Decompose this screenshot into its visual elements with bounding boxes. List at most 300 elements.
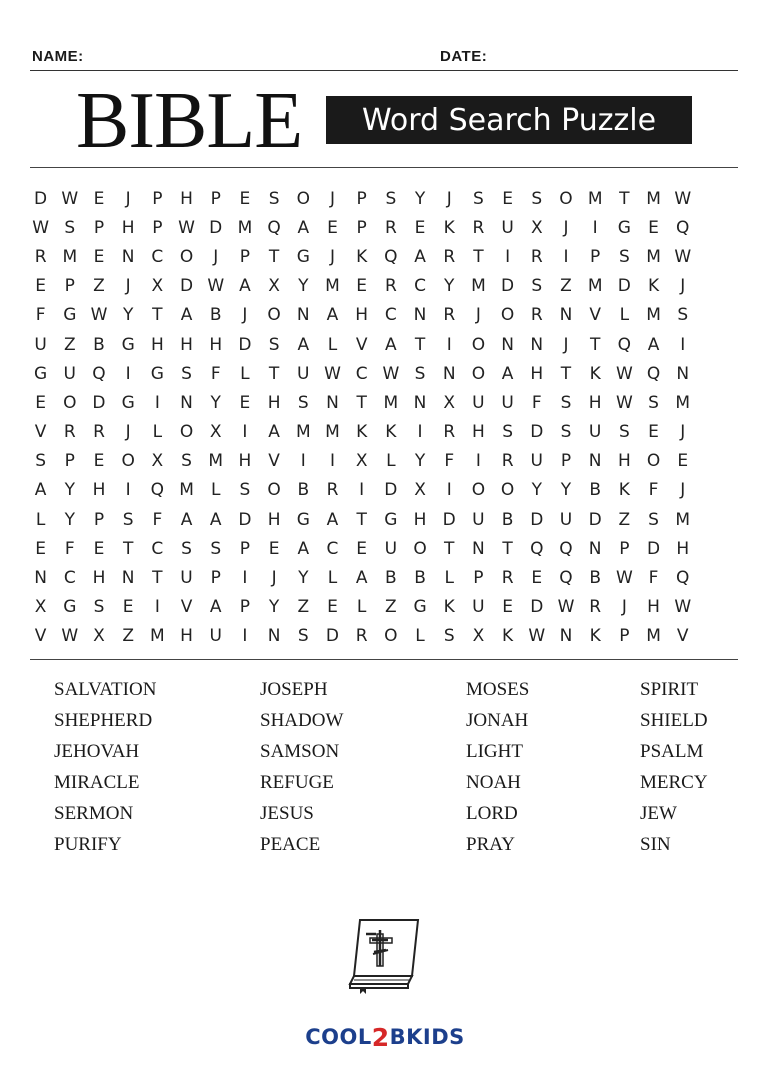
grid-letter: R — [63, 422, 76, 443]
grid-letter: A — [355, 568, 368, 589]
grid-letter: O — [559, 188, 573, 209]
grid-letter: S — [648, 392, 659, 413]
grid-letter: A — [268, 422, 280, 443]
grid-letter: S — [560, 392, 572, 413]
grid-letter: X — [151, 276, 164, 297]
divider-top — [30, 167, 738, 168]
logo-part-3: BKIDS — [389, 1025, 465, 1049]
grid-letter: N — [180, 392, 193, 413]
grid-letter: T — [356, 392, 367, 413]
grid-letter: E — [356, 538, 368, 559]
grid-letter: P — [356, 217, 367, 238]
grid-letter: H — [92, 568, 106, 589]
bible-book-icon — [346, 910, 426, 994]
word-item: SHEPHERD — [54, 710, 153, 731]
word-item: LIGHT — [466, 741, 523, 762]
grid-letter: Q — [646, 363, 661, 384]
grid-row — [26, 418, 697, 447]
grid-letter: D — [617, 276, 631, 297]
grid-row — [26, 593, 697, 622]
grid-letter: P — [619, 626, 630, 647]
grid-letter: H — [267, 392, 281, 413]
grid-letter: P — [356, 188, 367, 209]
grid-letter: K — [443, 597, 455, 618]
grid-letter: O — [179, 422, 194, 443]
grid-letter: C — [355, 363, 368, 384]
grid-letter: X — [34, 597, 47, 618]
grid-letter: S — [64, 217, 76, 238]
word-item: SERMON — [54, 803, 134, 824]
grid-letter: Z — [297, 597, 310, 618]
grid-letter: H — [238, 451, 252, 472]
grid-letter: W — [674, 597, 692, 618]
grid-letter: F — [64, 538, 75, 559]
grid-letter: S — [648, 509, 659, 530]
grid-row — [26, 563, 697, 592]
word-item: MOSES — [466, 679, 530, 700]
grid-letter: I — [563, 246, 569, 267]
grid-letter: E — [531, 568, 543, 589]
grid-letter: Y — [444, 276, 455, 297]
word-item: MIRACLE — [54, 772, 140, 793]
grid-letter: J — [242, 305, 248, 326]
grid-letter: G — [413, 597, 427, 618]
grid-letter: S — [443, 626, 455, 647]
grid-letter: P — [560, 451, 572, 472]
grid-letter: B — [501, 509, 514, 530]
grid-row — [26, 330, 697, 359]
grid-letter: L — [415, 626, 425, 647]
grid-letter: K — [356, 422, 368, 443]
grid-letter: O — [500, 305, 515, 326]
grid-letter: Q — [676, 217, 690, 238]
grid-letter: D — [530, 422, 544, 443]
word-item: MERCY — [640, 772, 708, 793]
grid-letter: L — [152, 422, 163, 443]
grid-letter: Y — [414, 188, 426, 209]
grid-letter: Y — [64, 509, 75, 530]
grid-letter: P — [93, 509, 105, 530]
grid-letter: J — [329, 188, 335, 209]
grid-letter: E — [35, 538, 46, 559]
grid-letter: M — [675, 392, 691, 413]
grid-letter: T — [268, 363, 280, 384]
grid-letter: T — [268, 246, 280, 267]
grid-letter: I — [446, 480, 452, 501]
grid-letter: C — [151, 246, 164, 267]
grid-letter: Z — [122, 626, 134, 647]
grid-letter: M — [325, 276, 340, 297]
grid-letter: Y — [122, 305, 134, 326]
grid-letter: R — [443, 305, 456, 326]
grid-letter: X — [93, 626, 105, 647]
grid-letter: J — [475, 305, 481, 326]
grid-row — [26, 447, 697, 476]
grid-letter: N — [472, 538, 485, 559]
grid-letter: Q — [559, 538, 573, 559]
word-item: SALVATION — [54, 679, 157, 700]
grid-letter: A — [239, 276, 251, 297]
grid-letter: L — [444, 568, 454, 589]
grid-letter: G — [384, 509, 398, 530]
grid-letter: I — [242, 626, 248, 647]
grid-letter: K — [589, 626, 601, 647]
grid-letter: F — [210, 363, 221, 384]
grid-letter: M — [471, 276, 486, 297]
grid-letter: R — [501, 451, 514, 472]
grid-letter: L — [327, 334, 338, 355]
grid-letter: S — [122, 509, 134, 530]
grid-letter: I — [125, 363, 131, 384]
grid-letter: J — [125, 188, 131, 209]
grid-row — [26, 622, 697, 651]
grid-letter: R — [384, 217, 397, 238]
grid-letter: P — [473, 568, 484, 589]
grid-letter: D — [92, 392, 106, 413]
grid-letter: R — [443, 246, 456, 267]
grid-row — [26, 388, 697, 417]
grid-letter: P — [210, 568, 221, 589]
grid-letter: N — [413, 392, 427, 413]
grid-letter: E — [35, 392, 46, 413]
grid-letter: O — [121, 451, 135, 472]
grid-letter: Y — [64, 480, 75, 501]
grid-letter: E — [677, 451, 689, 472]
grid-letter: U — [472, 509, 485, 530]
grid-letter: S — [268, 188, 280, 209]
grid-letter: I — [329, 451, 335, 472]
grid-letter: F — [648, 480, 659, 501]
grid-letter: H — [647, 597, 660, 618]
grid-letter: A — [297, 538, 310, 559]
grid-row — [26, 301, 697, 330]
grid-letter: M — [208, 451, 224, 472]
grid-letter: N — [501, 334, 514, 355]
grid-letter: H — [267, 509, 281, 530]
grid-letter: Z — [385, 597, 397, 618]
grid-letter: S — [181, 363, 192, 384]
grid-letter: Z — [618, 509, 631, 530]
grid-row — [26, 272, 697, 301]
grid-letter: E — [327, 217, 338, 238]
grid-letter: D — [442, 509, 456, 530]
grid-letter: W — [32, 217, 49, 238]
grid-letter: J — [680, 480, 686, 501]
grid-row — [26, 505, 697, 534]
grid-letter: M — [675, 509, 691, 530]
word-item: JEW — [640, 803, 677, 824]
grid-letter: E — [648, 422, 659, 443]
grid-letter: O — [296, 188, 310, 209]
grid-letter: W — [674, 246, 692, 267]
grid-letter: G — [121, 334, 135, 355]
cool2bkids-logo — [302, 1022, 468, 1052]
grid-letter: E — [93, 246, 105, 267]
grid-letter: W — [382, 363, 400, 384]
grid-letter: U — [530, 451, 543, 472]
grid-letter: P — [64, 276, 75, 297]
grid-letter: P — [64, 451, 75, 472]
grid-letter: W — [615, 392, 633, 413]
grid-letter: A — [414, 246, 426, 267]
grid-letter: W — [207, 276, 225, 297]
grid-letter: D — [646, 538, 661, 559]
grid-letter: K — [356, 246, 368, 267]
grid-letter: U — [384, 538, 398, 559]
grid-letter: M — [150, 626, 165, 647]
grid-letter: N — [588, 451, 602, 472]
grid-letter: T — [414, 334, 426, 355]
grid-letter: W — [90, 305, 108, 326]
grid-letter: J — [563, 334, 569, 355]
word-item: SPIRIT — [640, 679, 699, 700]
grid-letter: S — [297, 392, 309, 413]
grid-letter: U — [297, 363, 310, 384]
grid-letter: V — [34, 626, 47, 647]
grid-letter: X — [472, 626, 485, 647]
grid-letter: R — [326, 480, 339, 501]
word-item: PRAY — [466, 834, 515, 855]
grid-letter: H — [180, 626, 193, 647]
word-column — [640, 674, 708, 860]
grid-letter: M — [646, 188, 661, 209]
word-item: REFUGE — [260, 772, 334, 793]
grid-letter: A — [180, 305, 193, 326]
grid-letter: I — [417, 422, 423, 443]
grid-letter: B — [297, 480, 310, 501]
grid-letter: R — [34, 246, 47, 267]
grid-letter: I — [505, 246, 511, 267]
grid-letter: S — [181, 451, 192, 472]
grid-letter: W — [615, 568, 633, 589]
grid-letter: O — [179, 246, 194, 267]
word-column — [466, 674, 529, 860]
grid-letter: T — [619, 188, 630, 209]
grid-letter: I — [154, 597, 160, 618]
grid-letter: Y — [414, 451, 426, 472]
grid-letter: G — [150, 363, 164, 384]
grid-letter: Y — [268, 597, 280, 618]
grid-letter: R — [355, 626, 368, 647]
grid-letter: S — [35, 451, 46, 472]
page-title: BIBLE — [76, 77, 303, 165]
grid-letter: G — [617, 217, 631, 238]
word-item: JESUS — [260, 803, 314, 824]
grid-letter: K — [618, 480, 630, 501]
grid-letter: I — [359, 480, 365, 501]
grid-letter: D — [34, 188, 48, 209]
grid-letter: G — [121, 392, 135, 413]
grid-letter: M — [179, 480, 194, 501]
grid-letter: A — [326, 305, 339, 326]
grid-letter: R — [501, 568, 514, 589]
grid-letter: J — [680, 276, 686, 297]
grid-letter: W — [324, 363, 341, 384]
grid-letter: E — [239, 392, 251, 413]
grid-letter: A — [34, 480, 47, 501]
grid-letter: S — [560, 422, 572, 443]
word-item: PURIFY — [54, 834, 122, 855]
grid-letter: J — [125, 276, 131, 297]
grid-letter: R — [443, 422, 456, 443]
grid-letter: M — [646, 626, 661, 647]
grid-letter: W — [61, 626, 79, 647]
grid-letter: M — [587, 276, 603, 297]
grid-row — [26, 534, 697, 563]
grid-letter: A — [180, 509, 193, 530]
grid-letter: A — [297, 334, 310, 355]
grid-letter: N — [326, 392, 339, 413]
grid-letter: G — [63, 597, 77, 618]
grid-letter: J — [329, 246, 335, 267]
grid-letter: N — [267, 626, 281, 647]
divider-middle — [30, 659, 738, 660]
word-item: NOAH — [466, 772, 521, 793]
grid-letter: Q — [267, 217, 281, 238]
grid-letter: B — [209, 305, 222, 326]
grid-letter: K — [589, 363, 601, 384]
grid-letter: J — [563, 217, 569, 238]
grid-letter: T — [152, 568, 163, 589]
grid-letter: T — [444, 538, 455, 559]
grid-letter: P — [239, 597, 251, 618]
grid-letter: M — [62, 246, 78, 267]
grid-letter: J — [621, 597, 627, 618]
grid-letter: Q — [384, 246, 398, 267]
grid-letter: Y — [531, 480, 542, 501]
grid-letter: H — [209, 334, 223, 355]
grid-letter: F — [35, 305, 46, 326]
grid-letter: E — [648, 217, 659, 238]
grid-letter: S — [297, 626, 309, 647]
grid-letter: E — [356, 276, 368, 297]
grid-letter: N — [559, 305, 573, 326]
grid-letter: S — [268, 334, 280, 355]
grid-letter: P — [619, 538, 630, 559]
grid-letter: K — [385, 422, 397, 443]
grid-letter: D — [209, 217, 223, 238]
grid-letter: X — [151, 451, 164, 472]
logo-part-1: COOL — [305, 1025, 372, 1049]
grid-letter: G — [296, 246, 310, 267]
grid-letter: E — [502, 188, 513, 209]
grid-letter: K — [443, 217, 455, 238]
grid-letter: Z — [93, 276, 105, 297]
grid-letter: A — [501, 363, 514, 384]
grid-letter: U — [501, 392, 514, 413]
grid-letter: Q — [150, 480, 165, 501]
grid-letter: R — [530, 246, 543, 267]
grid-letter: H — [92, 480, 106, 501]
grid-letter: B — [589, 568, 601, 589]
grid-row — [26, 476, 697, 505]
grid-letter: W — [528, 626, 546, 647]
grid-letter: Q — [530, 538, 544, 559]
grid-letter: F — [152, 509, 163, 530]
grid-letter: N — [588, 538, 602, 559]
grid-letter: I — [475, 451, 481, 472]
word-item: LORD — [466, 803, 518, 824]
grid-letter: C — [151, 538, 164, 559]
grid-letter: F — [531, 392, 542, 413]
grid-letter: S — [181, 538, 192, 559]
grid-letter: N — [559, 626, 573, 647]
grid-letter: J — [680, 422, 686, 443]
grid-letter: N — [442, 363, 456, 384]
grid-letter: Q — [676, 568, 690, 589]
grid-letter: T — [589, 334, 601, 355]
grid-letter: I — [300, 451, 306, 472]
grid-letter: D — [530, 509, 544, 530]
grid-letter: C — [414, 276, 426, 297]
grid-letter: I — [242, 568, 248, 589]
grid-letter: N — [296, 305, 310, 326]
grid-letter: M — [646, 305, 661, 326]
grid-letter: I — [154, 392, 160, 413]
page-subtitle: Word Search Puzzle — [326, 96, 692, 144]
grid-letter: M — [383, 392, 399, 413]
grid-letter: D — [238, 334, 252, 355]
grid-letter: J — [271, 568, 277, 589]
grid-letter: H — [588, 392, 602, 413]
grid-letter: R — [93, 422, 105, 443]
grid-letter: L — [35, 509, 46, 530]
grid-letter: D — [325, 626, 340, 647]
grid-letter: U — [180, 568, 193, 589]
grid-letter: K — [647, 276, 660, 297]
grid-letter: S — [502, 422, 513, 443]
grid-letter: D — [384, 480, 398, 501]
grid-letter: H — [472, 422, 485, 443]
word-column — [260, 674, 343, 860]
grid-letter: A — [326, 509, 339, 530]
grid-letter: O — [413, 538, 427, 559]
grid-letter: E — [268, 538, 280, 559]
grid-letter: C — [384, 305, 397, 326]
grid-letter: D — [530, 597, 544, 618]
grid-letter: H — [413, 509, 427, 530]
grid-letter: Y — [298, 568, 309, 589]
grid-letter: E — [93, 188, 105, 209]
grid-letter: O — [267, 480, 281, 501]
grid-letter: S — [531, 188, 543, 209]
grid-row — [26, 213, 697, 242]
grid-letter: L — [619, 305, 630, 326]
grid-letter: R — [589, 597, 602, 618]
grid-letter: Z — [63, 334, 76, 355]
grid-letter: V — [355, 334, 368, 355]
grid-letter: I — [592, 217, 598, 238]
grid-letter: P — [239, 538, 251, 559]
grid-letter: U — [472, 597, 485, 618]
grid-letter: U — [588, 422, 602, 443]
grid-letter: O — [646, 451, 661, 472]
grid-letter: A — [209, 509, 222, 530]
grid-letter: E — [93, 451, 105, 472]
grid-letter: K — [502, 626, 514, 647]
grid-letter: X — [355, 451, 368, 472]
grid-letter: G — [63, 305, 77, 326]
grid-letter: M — [646, 246, 661, 267]
grid-letter: P — [152, 188, 163, 209]
grid-letter: R — [530, 305, 543, 326]
grid-letter: H — [121, 217, 135, 238]
grid-letter: R — [384, 276, 397, 297]
grid-letter: Z — [560, 276, 572, 297]
grid-letter: S — [414, 363, 426, 384]
word-item: SHADOW — [260, 710, 344, 731]
grid-letter: F — [648, 568, 659, 589]
